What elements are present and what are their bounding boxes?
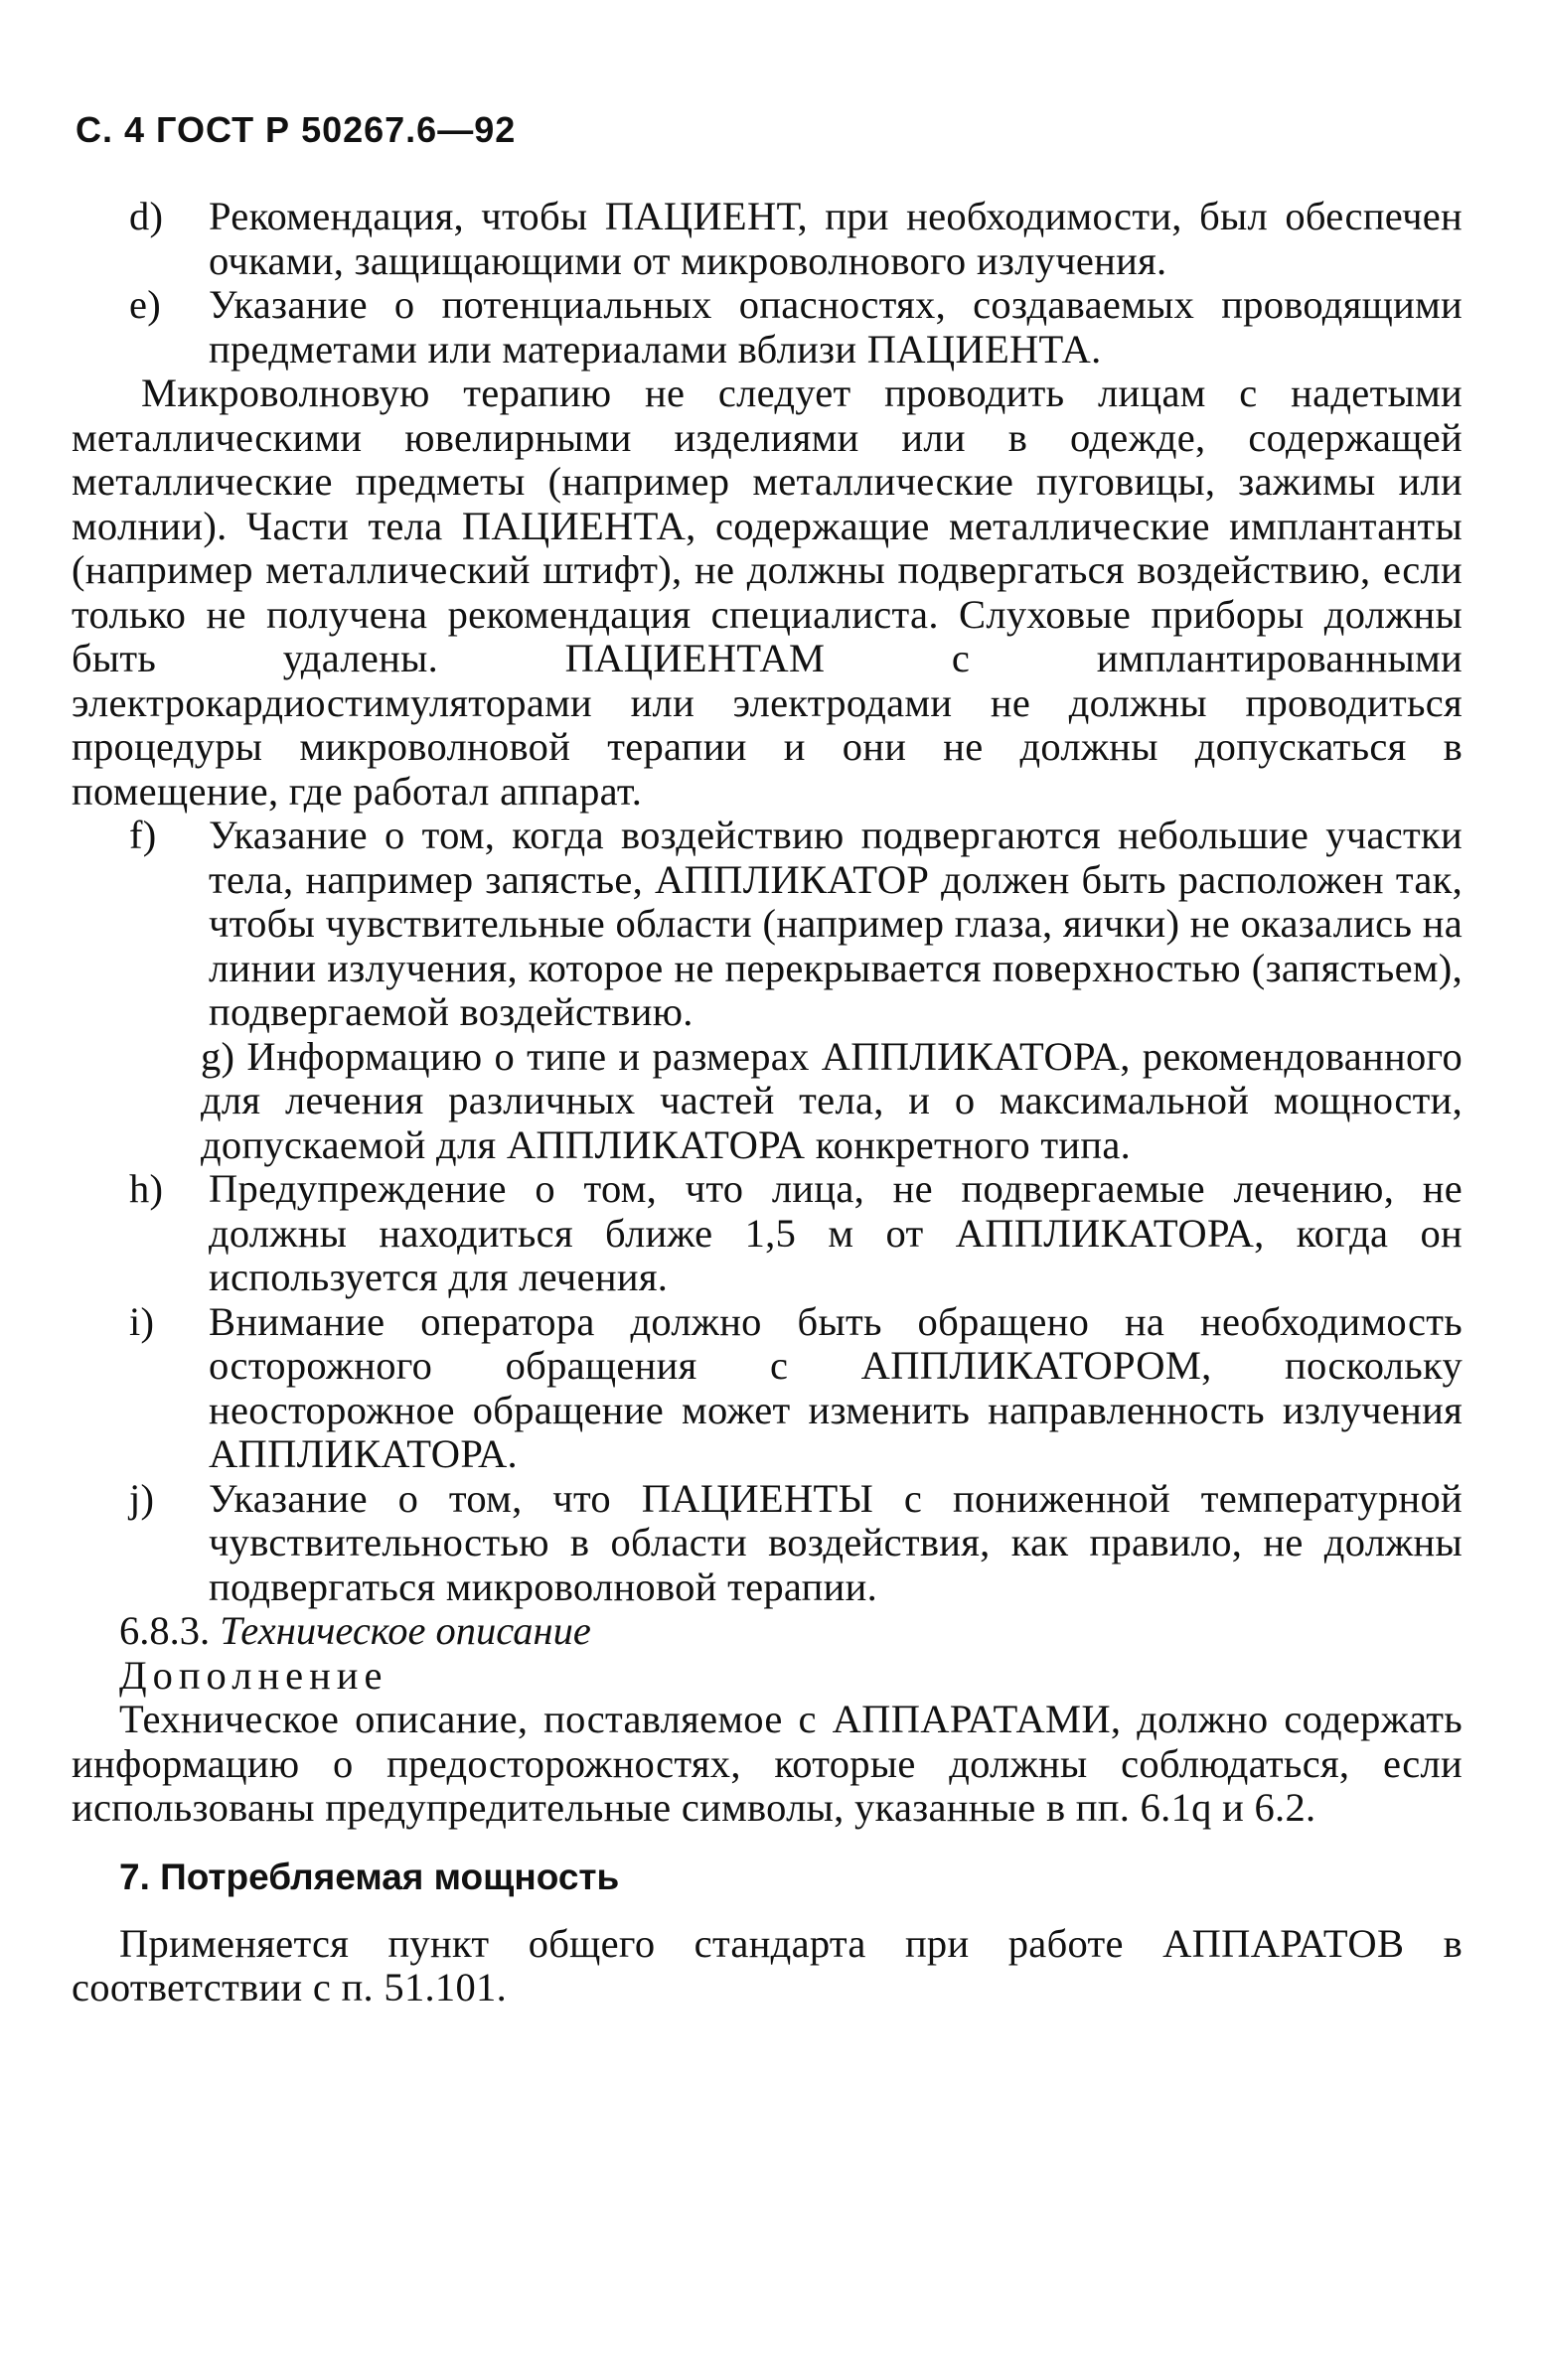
list-item-h: [72, 1167, 1463, 1300]
list-marker: h): [129, 1166, 164, 1211]
list-marker: d): [129, 194, 164, 238]
page-header: С. 4 ГОСТ Р 50267.6—92: [76, 109, 517, 150]
addition-label: Дополнение: [119, 1652, 388, 1698]
paragraph-technical: Техническое описание, поставляемое с АППАРАТАМИ, должно содержать информацию о предосторожностях, которые должны соблюдаться, если использованы предупредительные символы, указанные в пп. 6.1q и 6.2.: [72, 1697, 1463, 1830]
list-item-e: [72, 283, 1463, 372]
subsection-title: Техническое описание: [220, 1608, 591, 1653]
list-item-text: Указание о потенциальных опасностях, создаваемых проводящими предметами или материалами вблизи ПАЦИЕНТА.: [209, 282, 1463, 372]
list-marker: i): [129, 1298, 155, 1344]
list-item-text: Указание о том, что ПАЦИЕНТЫ с пониженной температурной чувствительностью в области воздействия, как правило, не должны подвергаться микроволновой терапии.: [209, 1475, 1463, 1609]
subsection-heading: [72, 1609, 1463, 1654]
subsection-number: 6.8.3.: [119, 1608, 211, 1653]
list-item-f: [72, 814, 1463, 1035]
section-7-title: 7. Потребляемая мощность: [119, 1856, 620, 1897]
list-item-text: Предупреждение о том, что лица, не подвергаемые лечению, не должны находиться ближе 1,5 м от АППЛИКАТОРА, когда он используется для лечения.: [209, 1166, 1463, 1299]
list-marker: e): [129, 282, 162, 327]
paragraph-microwave: Микроволновую терапию не следует проводить лицам с надетыми металлическими ювелирными изделиями или в одежде, содержащей металлические предметы (например металлические пуговицы, зажимы или молнии). Части тела ПАЦИЕНТА, содержащие металлические имплантанты (например металлический штифт), не должны подвергаться воздействию, если только не получена рекомендация специалиста. Слуховые приборы должны быть удалены. ПАЦИЕНТАМ с имплантированными электрокардиостимуляторами или электродами не должны проводиться процедуры микроволновой терапии и они не должны допускаться в помещение, где работал аппарат.: [72, 371, 1463, 814]
list-item-text: Внимание оператора должно быть обращено на необходимость осторожного обращения с АППЛИКАТОРОМ, поскольку неосторожное обращение может изменить направленность излучения АППЛИКАТОРА.: [209, 1298, 1463, 1476]
list-item-text: Рекомендация, чтобы ПАЦИЕНТ, при необходимости, был обеспечен очками, защищающими от микроволнового излучения.: [209, 194, 1463, 283]
list-item-j: [72, 1477, 1463, 1610]
list-item-text: Указание о том, когда воздействию подвергаются небольшие участки тела, например запястье, АППЛИКАТОР должен быть расположен так, чтобы чувствительные области (например глаза, яички) не оказались на линии излучения, которое не перекрывается поверхностью (запястьем), подвергаемой воздействию.: [209, 813, 1463, 1034]
document-page: [72, 109, 1463, 2010]
paragraph-section-7: Применяется пункт общего стандарта при работе АППАРАТОВ в соответствии с п. 51.101.: [72, 1920, 1463, 2009]
list-marker: j): [129, 1475, 155, 1521]
list-item-i: [72, 1300, 1463, 1477]
list-marker: f): [129, 813, 157, 857]
list-item-g: g) Информацию о типе и размерах АППЛИКАТОРА, рекомендованного для лечения различных частей тела, и о максимальной мощности, допускаемой для АППЛИКАТОРА конкретного типа.: [201, 1033, 1463, 1167]
list-item-d: [72, 195, 1463, 283]
